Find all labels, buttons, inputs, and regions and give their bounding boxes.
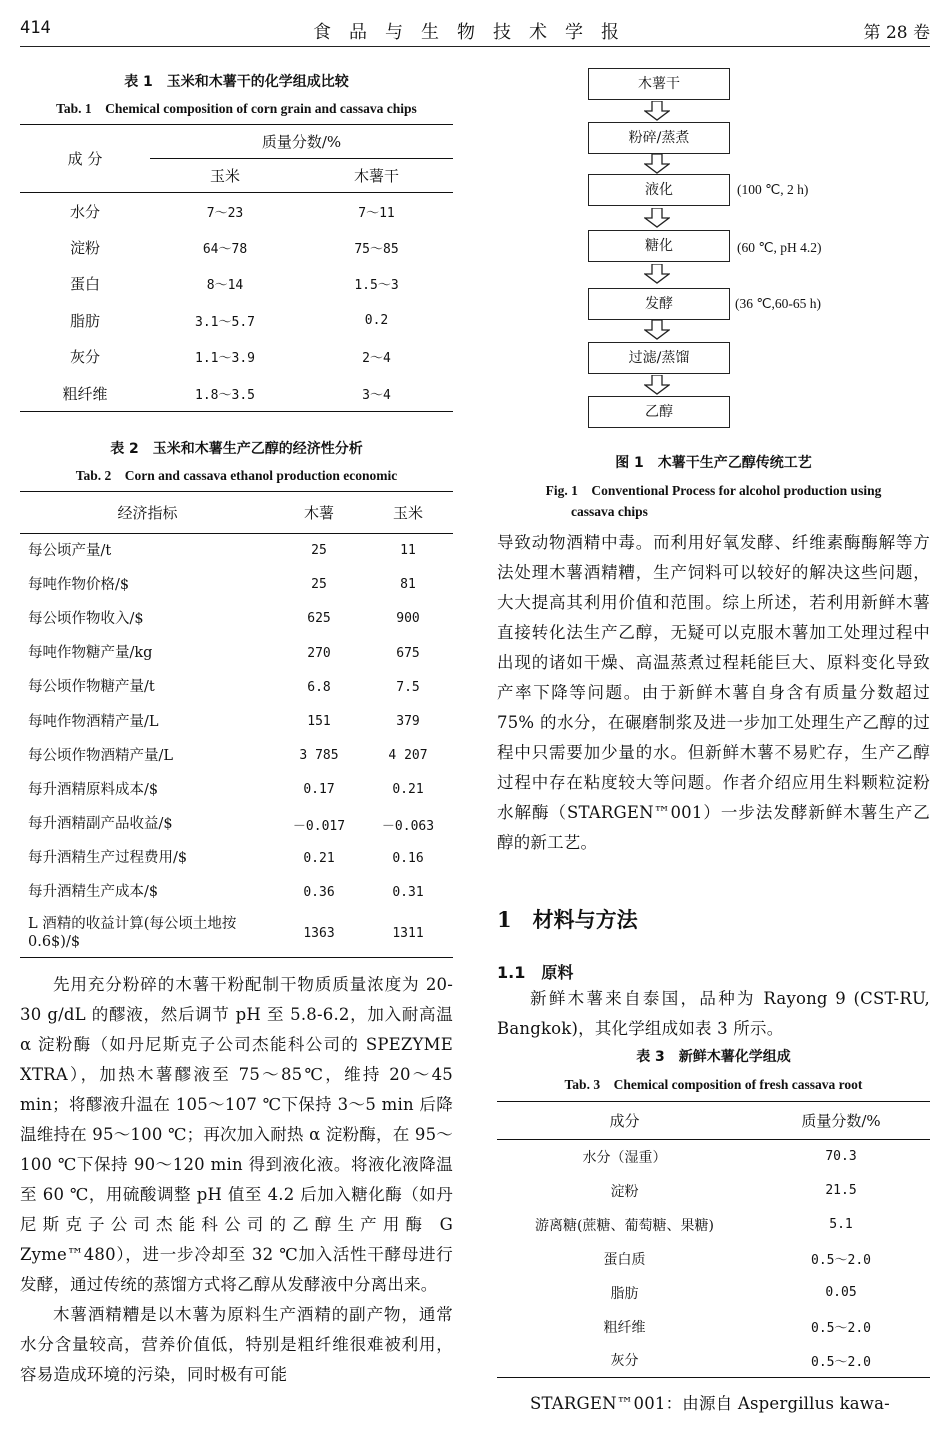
table2-cell-corn: 900 (396, 611, 420, 627)
table3 (497, 1101, 930, 1378)
paragraph-distillers-grains: 木薯酒精糟是以木薯为原料生产酒精的副产物，通常水分含量较高，营养价值低，特别是粗纤维很难被利用，容易造成环境的污染，同时极有可能 (20, 1305, 453, 1384)
flow-note-fermentation: (36 ℃,60-65 h) (735, 296, 822, 311)
table1-cell-component: 淀粉 (69, 238, 100, 257)
flow-step-filter-distill: 过滤/蒸馏 (588, 342, 730, 374)
table2-cell-cassava: 25 (311, 543, 327, 559)
flow-arrow-icon (644, 101, 670, 121)
table1-cell-corn: 1.8～3.5 (195, 387, 255, 403)
table1-header-component: 成 分 (67, 150, 103, 168)
table2-cell-corn: 0.21 (392, 782, 424, 798)
table1 (20, 124, 453, 412)
table1-cell-component: 灰分 (69, 348, 100, 367)
table1-cell-component: 脂肪 (69, 311, 100, 330)
table2-caption-en: Tab. 2 Corn and cassava ethanol production economic (75, 468, 398, 483)
table-row (20, 193, 453, 230)
table2-cell-cassava: 1363 (303, 925, 335, 941)
table2-cell-corn: －0.063 (381, 818, 435, 834)
table1-caption-en: Tab. 1 Chemical composition of corn grain and cassava chips (56, 101, 417, 116)
table1-cell-cassava: 1.5～3 (354, 278, 399, 294)
table2-cell-indicator: 每升酒精生产成本/$ (28, 884, 159, 901)
paragraph-stargen-text: STARGEN™001：由源自 Aspergillus kawa- (530, 1394, 890, 1413)
table3-cell-component: 水分（湿重） (582, 1149, 667, 1166)
table1-cell-component: 蛋白 (69, 275, 100, 294)
table2-cell-indicator: 每升酒精生产过程费用/$ (28, 850, 188, 867)
table3-header-mass: 质量分数/% (801, 1112, 881, 1130)
table2 (20, 491, 453, 958)
table2-cell-indicator: 每吨作物糖产量/kg (28, 645, 153, 662)
table-row (20, 807, 453, 841)
table2-cell-indicator: 每吨作物酒精产量/L (28, 713, 159, 730)
figure1-caption-cn: 图 1 木薯干生产乙醇传统工艺 (615, 455, 812, 471)
table2-cell-cassava: 270 (307, 645, 331, 661)
running-header (20, 12, 930, 47)
page-number: 414 (20, 18, 51, 38)
table-row (20, 266, 453, 303)
table1-cell-corn: 8～14 (206, 278, 244, 294)
table1-header-group: 质量分数/% (150, 125, 453, 159)
paragraph-process: 先用充分粉碎的木薯干粉配制干物质质量浓度为 20-30 g/dL 的醪液，然后调节 pH 至 5.8-6.2，加入耐高温 α 淀粉酶（如丹尼斯克子公司杰能科公司的 SPEZYME XTRA），加热木薯醪液至 75～85℃，维持 20～45 min；将醪液升温在 105～107 ℃下保持 3～5 min 后降温维持在 95～100 ℃；再次加入耐热 α 淀粉酶，在 95～100 ℃下保持 90～120 min 得到液化液。将液化液降温至 60 ℃，用硫酸调整 pH 值至 4.2 后加入糖化酶（如丹尼斯克子公司杰能科公司的乙醇生产用酶 G Zyme™480），进一步冷却至 32 ℃加入活性干酵母进行发酵，通过传统的蒸馏方式将乙醇从发酵液中分离出来。 (20, 975, 470, 1294)
table3-caption-en: Tab. 3 Chemical composition of fresh cassava root (564, 1077, 863, 1092)
flow-step-liquefaction: 液化 (588, 174, 730, 206)
table3-cell-value: 0.5～2.0 (811, 1354, 871, 1370)
table3-cell-component: 游离糖(蔗糖、葡萄糖、果糖) (535, 1217, 714, 1234)
table2-cell-cassava: 625 (307, 611, 331, 627)
table2-cell-cassava: 0.17 (303, 782, 335, 798)
left-body-text (20, 970, 470, 1390)
table3-cell-value: 70.3 (825, 1149, 857, 1165)
table2-cell-corn: 11 (400, 543, 416, 559)
flow-arrow-icon (644, 320, 670, 340)
paragraph-raw-material (497, 984, 930, 1044)
table3-cell-component: 淀粉 (610, 1183, 639, 1200)
table1-header-cassava: 木薯干 (353, 167, 399, 185)
table2-cell-corn: 81 (400, 577, 416, 593)
table1-cell-corn: 64～78 (202, 241, 248, 257)
flow-note-saccharification: (60 ℃, pH 4.2) (737, 240, 822, 255)
table-row (20, 375, 453, 412)
flow-note-liquefaction: (100 ℃, 2 h) (737, 182, 809, 197)
table2-cell-indicator: L 酒精的收益计算(每公顷土地按 0.6$)/$ (28, 916, 237, 951)
table1-cell-corn: 7～23 (206, 205, 244, 221)
table2-cell-corn: 7.5 (396, 679, 420, 695)
table2-cell-corn: 4 207 (388, 748, 428, 764)
table-row (20, 841, 453, 875)
table2-cell-cassava: 0.21 (303, 850, 335, 866)
flow-step-crush-cook: 粉碎/蒸煮 (588, 122, 730, 154)
table3-cell-component: 灰分 (610, 1353, 639, 1370)
table-row (20, 636, 453, 670)
table-row (20, 302, 453, 339)
table-row (497, 1208, 930, 1242)
table-row (497, 1174, 930, 1208)
table3-cell-value: 0.5～2.0 (811, 1253, 871, 1268)
table3-cell-component: 蛋白质 (603, 1251, 646, 1268)
table2-cell-cassava: 3 785 (299, 748, 339, 764)
table-row (20, 534, 453, 568)
table2-cell-corn: 0.31 (392, 884, 424, 900)
table-row (497, 1242, 930, 1276)
table2-cell-indicator: 每升酒精原料成本/$ (28, 781, 159, 798)
table1-cell-cassava: 0.2 (364, 312, 389, 328)
paragraph-stargen (497, 1389, 930, 1419)
section-heading-materials-methods: 1 材料与方法 (497, 907, 638, 932)
table-row (497, 1140, 930, 1174)
table2-cell-indicator: 每公顷作物收入/$ (28, 610, 144, 627)
journal-title: 食品与生物技术学报 (313, 22, 637, 43)
table3-cell-value: 0.05 (825, 1285, 857, 1300)
flow-arrow-icon (644, 154, 670, 174)
table-row (20, 875, 453, 909)
table-row (497, 1344, 930, 1378)
table2-cell-cassava: 6.8 (307, 679, 331, 695)
paragraph-continuation: 导致动物酒精中毒。而利用好氧发酵、纤维素酶酶解等方法处理木薯酒精糟，生产饲料可以较好的解决这些问题，大大提高其利用价值和范围。综上所述，若利用新鲜木薯直接转化法生产乙醇，无疑可以克服木薯加工处理过程中出现的诸如干燥、高温蒸煮过程耗能巨大、原料变化导致产率下降等问题。由于新鲜木薯自身含有质量分数超过 75% 的水分，在碾磨制浆及进一步加工处理生产乙醇的过程中只需要加少量的水。但新鲜木薯不易贮存，生产乙醇过程中存在粘度较大等问题。作者介绍应用生料颗粒淀粉水解酶（STARGEN™001）一步法发酵新鲜木薯生产乙醇的新工艺。 (497, 533, 930, 852)
table2-cell-indicator: 每公顷产量/t (28, 542, 112, 559)
table2-cell-indicator: 每公顷作物酒精产量/L (28, 747, 174, 764)
table2-cell-corn: 1311 (392, 925, 424, 941)
flow-step-ethanol: 乙醇 (588, 396, 730, 428)
table1-cell-component: 粗纤维 (62, 384, 108, 403)
table2-cell-cassava: 25 (311, 577, 327, 593)
table-row (497, 1276, 930, 1310)
table-row (497, 1310, 930, 1344)
table1-cell-cassava: 2～4 (362, 351, 391, 367)
paragraph-raw-material-text: 新鲜木薯来自泰国，品种为 Rayong 9 (CST-RU, Bangkok)，其化学组成如表 3 所示。 (497, 989, 930, 1038)
table3-caption-cn: 表 3 新鲜木薯化学组成 (636, 1049, 791, 1065)
table2-cell-corn: 675 (396, 645, 420, 661)
table3-cell-component: 粗纤维 (603, 1319, 646, 1336)
table3-cell-value: 0.5～2.0 (811, 1321, 871, 1336)
table3-header-component: 成分 (609, 1112, 640, 1130)
right-body-text (497, 528, 930, 858)
table2-cell-indicator: 每吨作物价格/$ (28, 576, 130, 593)
table1-cell-cassava: 7～11 (358, 205, 395, 221)
table3-cell-value: 5.1 (829, 1217, 853, 1232)
table1-cell-corn: 1.1～3.9 (195, 351, 255, 367)
table3-cell-value: 21.5 (825, 1183, 857, 1198)
flow-step-cassava-chips: 木薯干 (588, 68, 730, 100)
table2-header-corn: 玉米 (392, 504, 423, 522)
subsection-heading-materials: 1.1 原料 (497, 963, 574, 982)
table-row (20, 568, 453, 602)
figure1-caption-en: Fig. 1 Conventional Process for alcohol production using (545, 483, 882, 498)
table3-cell-component: 脂肪 (610, 1285, 639, 1302)
table2-cell-indicator: 每升酒精副产品收益/$ (28, 816, 173, 833)
table-row (20, 339, 453, 376)
table2-cell-corn: 0.16 (392, 850, 424, 866)
table2-caption-cn: 表 2 玉米和木薯生产乙醇的经济性分析 (110, 441, 363, 457)
flow-arrow-icon (644, 375, 670, 395)
table1-header-corn: 玉米 (209, 167, 240, 185)
table2-cell-cassava: 0.36 (303, 884, 335, 900)
table-row (20, 773, 453, 807)
flow-arrow-icon (644, 208, 670, 228)
table1-caption-cn: 表 1 玉米和木薯干的化学组成比较 (124, 74, 349, 90)
table2-cell-indicator: 每公顷作物糖产量/t (28, 679, 155, 696)
table2-cell-corn: 379 (396, 714, 420, 730)
table2-header-indicator: 经济指标 (117, 504, 178, 522)
flow-arrow-icon (644, 264, 670, 284)
table-row (20, 910, 453, 958)
table1-cell-corn: 3.1～5.7 (195, 314, 255, 330)
figure1-caption-en-cont: cassava chips (571, 504, 648, 519)
flow-step-fermentation: 发酵 (588, 288, 730, 320)
table-row (20, 739, 453, 773)
table1-cell-cassava: 3～4 (362, 387, 391, 403)
table-row (20, 229, 453, 266)
table-row (20, 704, 453, 738)
table2-header-cassava: 木薯 (303, 504, 334, 522)
table-row (20, 602, 453, 636)
table1-cell-component: 水分 (69, 202, 100, 221)
table1-cell-cassava: 75～85 (354, 241, 399, 257)
flow-step-saccharification: 糖化 (588, 230, 730, 262)
table2-cell-cassava: －0.017 (292, 818, 346, 834)
volume-label: 第 28 卷 (863, 23, 930, 43)
table2-cell-cassava: 151 (307, 714, 331, 730)
table-row (20, 670, 453, 704)
